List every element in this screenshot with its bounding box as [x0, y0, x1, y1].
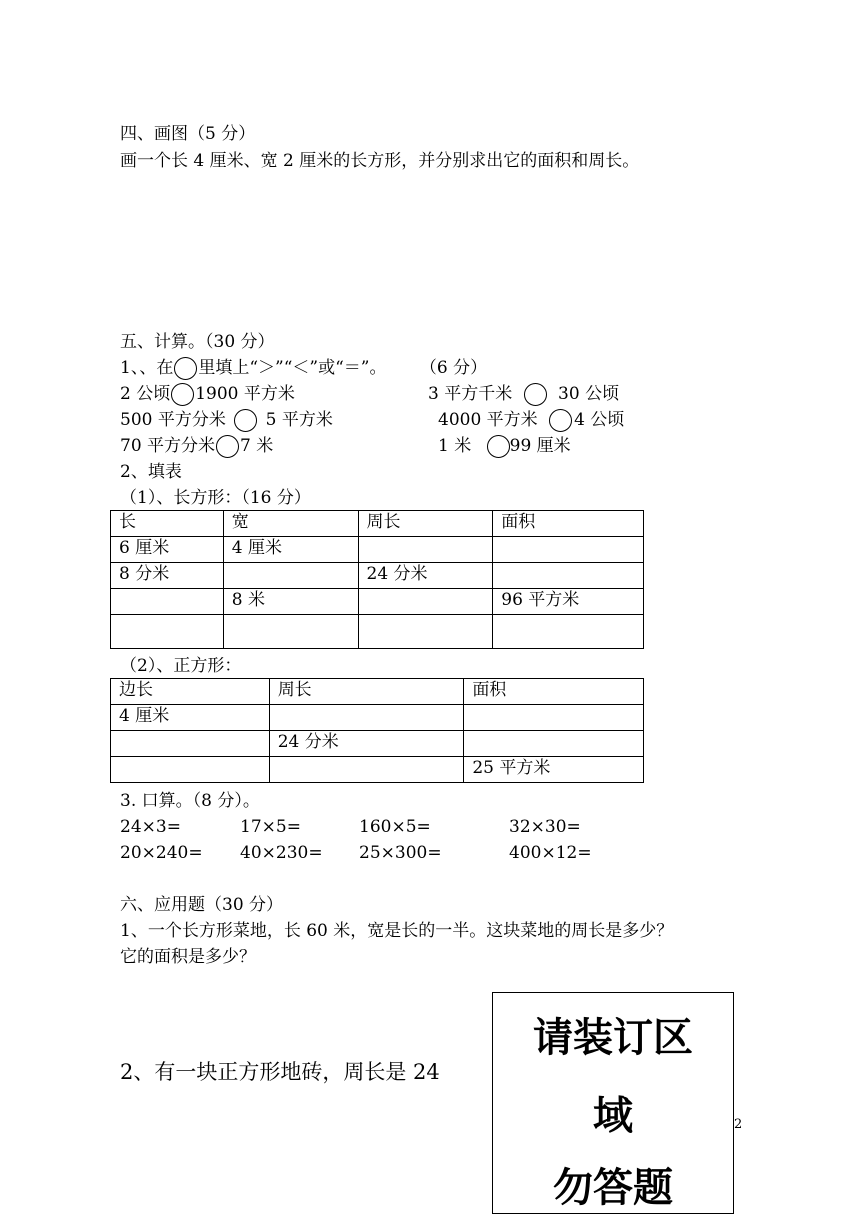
table-cell: 25 平方米 — [464, 757, 644, 783]
compare-right: 99 厘米 — [509, 436, 571, 456]
table-row — [111, 615, 644, 649]
q1-points: （6 分） — [419, 358, 488, 378]
section-draw-heading: 四、画图（5 分） — [120, 124, 256, 144]
compare-item — [120, 383, 295, 406]
compare-circle-icon[interactable] — [524, 383, 547, 406]
compare-left: 1 米 — [438, 436, 472, 456]
square-table-heading: （2）、正方形： — [120, 656, 242, 676]
section-calc-heading: 五、计算。（30 分） — [120, 332, 275, 352]
compare-circle-icon[interactable] — [549, 409, 572, 432]
table-cell[interactable] — [493, 563, 644, 589]
table-cell[interactable] — [464, 705, 644, 731]
compare-item — [120, 409, 333, 432]
table-cell: 24 分米 — [269, 731, 464, 757]
oral-item: 40×230= — [240, 843, 323, 863]
table-cell: 4 厘米 — [111, 705, 270, 731]
table-cell[interactable] — [358, 537, 493, 563]
table-header-cell: 宽 — [223, 511, 358, 537]
table-cell[interactable] — [111, 589, 224, 615]
table-cell[interactable] — [464, 731, 644, 757]
table-header-row — [111, 511, 644, 537]
table-cell[interactable] — [223, 615, 358, 649]
oral-item: 24×3= — [120, 817, 181, 837]
table-header-row — [111, 679, 644, 705]
table-cell[interactable] — [358, 615, 493, 649]
compare-left: 500 平方分米 — [120, 410, 226, 430]
oral-item: 400×12= — [509, 843, 592, 863]
table-cell[interactable] — [111, 615, 224, 649]
compare-left: 70 平方分米 — [120, 436, 216, 456]
table-cell[interactable] — [111, 757, 270, 783]
compare-right: 5 平方米 — [265, 410, 333, 430]
compare-circle-icon[interactable] — [487, 435, 510, 458]
table-cell: 96 平方米 — [493, 589, 644, 615]
binding-box-line1: 请装订区 — [533, 1015, 693, 1061]
section-apply-heading: 六、应用题（30 分） — [120, 895, 284, 915]
apply-q2-text: 2、有一块正方形地砖，周长是 24 — [120, 1060, 440, 1084]
compare-circle-icon[interactable] — [171, 383, 194, 406]
binding-box-line2: 域 — [593, 1093, 633, 1139]
compare-right: 4 公顷 — [574, 410, 625, 430]
oral-item: 160×5= — [359, 817, 431, 837]
table-row — [111, 537, 644, 563]
oral-item: 20×240= — [120, 843, 203, 863]
compare-item — [428, 383, 619, 406]
q2-heading: 2、填表 — [120, 462, 182, 482]
rect-table — [110, 510, 644, 649]
compare-left: 2 公顷 — [120, 384, 171, 404]
table-header-cell: 周长 — [358, 511, 493, 537]
q1-prefix: 1、、在 — [120, 358, 174, 378]
table-cell: 6 厘米 — [111, 537, 224, 563]
table-cell[interactable] — [493, 537, 644, 563]
table-cell: 8 米 — [223, 589, 358, 615]
q3-heading: 3. 口算。（8 分）。 — [120, 791, 260, 811]
binding-box-line3: 勿答题 — [553, 1165, 673, 1211]
table-header-cell: 面积 — [493, 511, 644, 537]
table-row — [111, 563, 644, 589]
compare-circle-icon — [174, 357, 197, 380]
table-header-cell: 长 — [111, 511, 224, 537]
table-row — [111, 757, 644, 783]
rect-table-heading: （1）、长方形：（16 分） — [120, 488, 311, 508]
table-cell[interactable] — [269, 705, 464, 731]
table-cell[interactable] — [358, 589, 493, 615]
table-row — [111, 731, 644, 757]
compare-circle-icon[interactable] — [234, 409, 257, 432]
table-header-cell: 周长 — [269, 679, 464, 705]
oral-item: 17×5= — [240, 817, 301, 837]
table-cell[interactable] — [493, 615, 644, 649]
apply-q1-line1: 1、一个长方形菜地，长 60 米，宽是长的一半。这块菜地的周长是多少？ — [120, 921, 674, 941]
compare-item — [438, 409, 624, 432]
table-cell: 8 分米 — [111, 563, 224, 589]
compare-right: 30 公顷 — [558, 384, 620, 404]
square-table — [110, 678, 644, 783]
q1-suffix: 里填上“＞”“＜”或“＝”。 — [198, 358, 387, 378]
oral-item: 25×300= — [359, 843, 442, 863]
table-header-cell: 面积 — [464, 679, 644, 705]
apply-q1-line2: 它的面积是多少？ — [120, 947, 256, 967]
section-draw-prompt: 画一个长 4 厘米、宽 2 厘米的长方形，并分别求出它的面积和周长。 — [120, 151, 640, 171]
table-cell: 24 分米 — [358, 563, 493, 589]
compare-circle-icon[interactable] — [216, 435, 239, 458]
table-cell: 4 厘米 — [223, 537, 358, 563]
oral-item: 32×30= — [509, 817, 581, 837]
page-number: 2 — [734, 1117, 743, 1132]
compare-item — [120, 435, 273, 458]
table-cell[interactable] — [223, 563, 358, 589]
compare-item — [438, 435, 571, 458]
table-cell[interactable] — [111, 731, 270, 757]
q1-instruction — [120, 357, 487, 380]
table-row — [111, 705, 644, 731]
table-header-cell: 边长 — [111, 679, 270, 705]
compare-right: 1900 平方米 — [195, 384, 295, 404]
compare-right: 7 米 — [240, 436, 274, 456]
table-row — [111, 589, 644, 615]
compare-left: 3 平方千米 — [428, 384, 513, 404]
table-cell[interactable] — [269, 757, 464, 783]
binding-area-box — [492, 992, 734, 1214]
compare-left: 4000 平方米 — [438, 410, 538, 430]
